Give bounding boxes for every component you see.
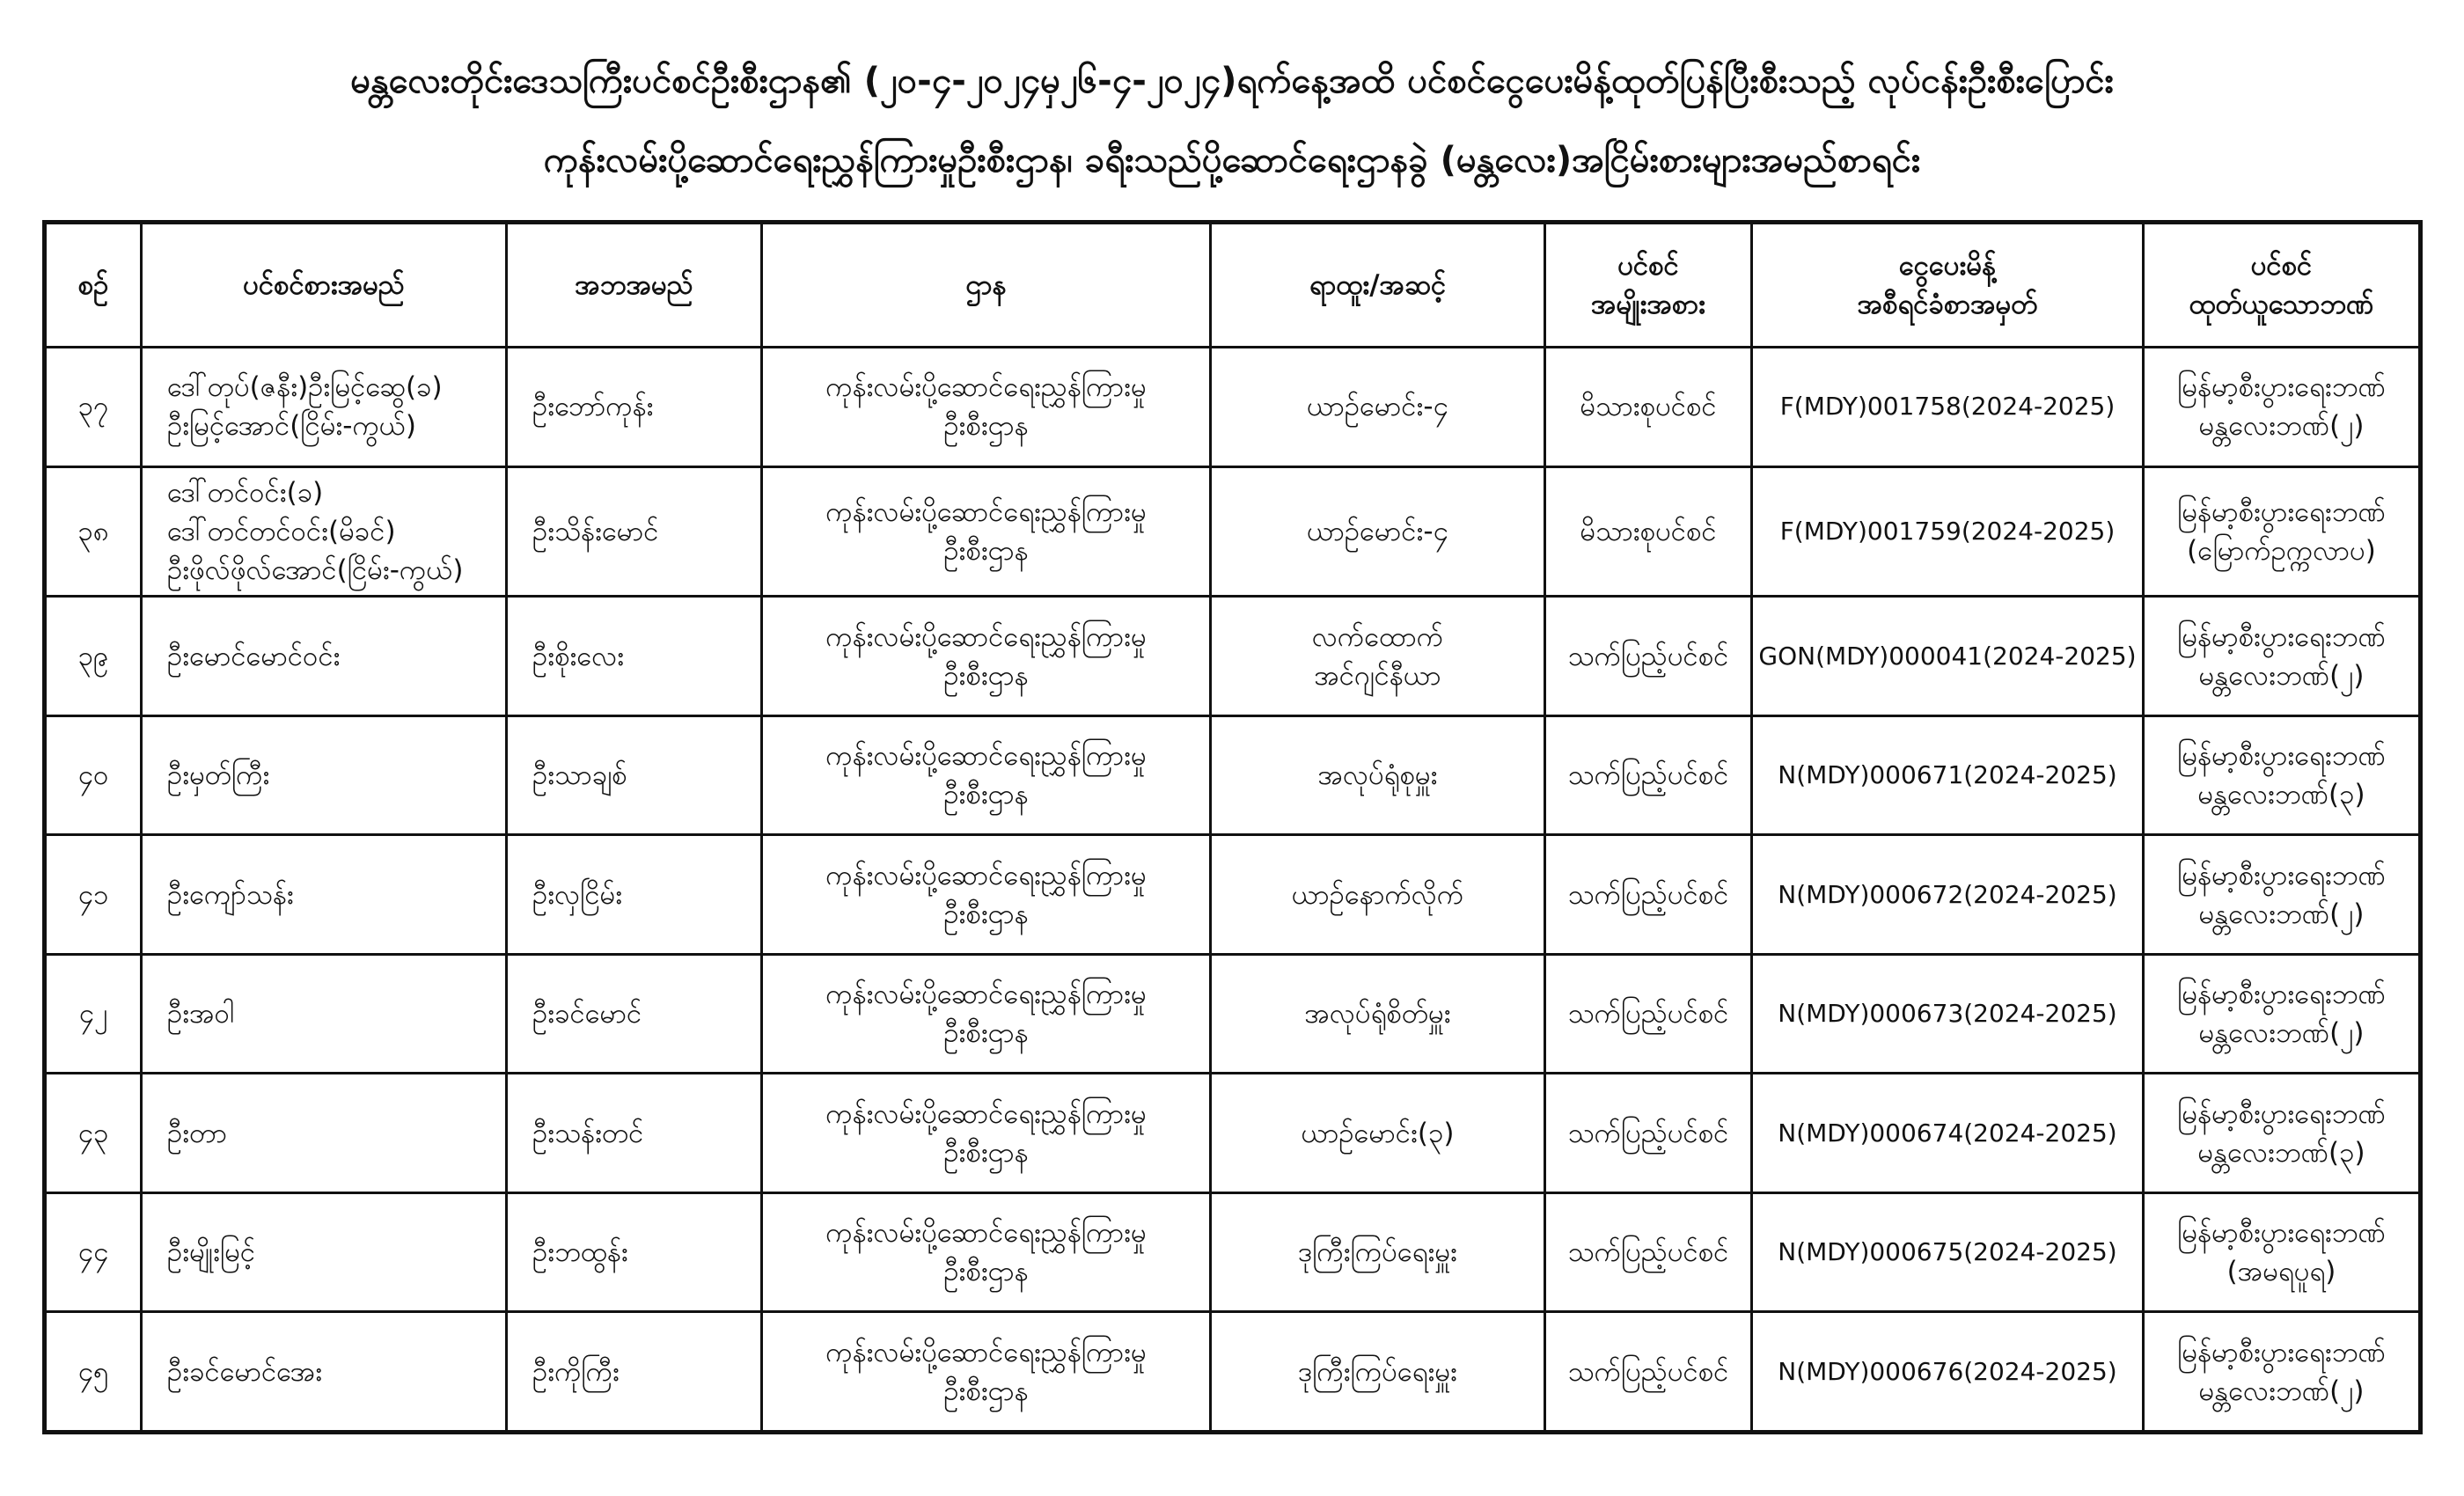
bank-line-1: မြန်မာ့စီးပွားရေးဘဏ် (2177, 1336, 2386, 1368)
bank-line-1: မြန်မာ့စီးပွားရေးဘဏ် (2177, 979, 2386, 1011)
pension-type: သက်ပြည့်ပင်စင် (1545, 715, 1752, 835)
col-header-no: စဉ် (45, 223, 142, 348)
father-name: ဦးခင်မောင် (507, 954, 762, 1074)
department-line-1: ကုန်းလမ်းပို့ဆောင်ရေးညွှန်ကြားမှု (825, 859, 1147, 891)
department-line-1: ကုန်းလမ်းပို့ဆောင်ရေးညွှန်ကြားမှု (825, 1097, 1147, 1130)
pension-type: မိသားစုပင်စင် (1545, 348, 1752, 467)
department-line-2: ဦးစီးဌာန (943, 1375, 1029, 1407)
pension-type: သက်ပြည့်ပင်စင် (1545, 597, 1752, 716)
table-header (45, 223, 2421, 348)
rank-line-1: ယာဉ်မောင်း-၄ (1306, 515, 1448, 547)
col-header-father: အဘအမည် (507, 223, 762, 348)
rank-line-1: ဒုကြီးကြပ်ရေးမှူး (1298, 1236, 1457, 1269)
pensioner-table (42, 220, 2423, 1434)
col-header-order-line-2: အစီရင်ခံစာအမှတ် (1857, 289, 2038, 320)
department (762, 348, 1211, 467)
department (762, 954, 1211, 1074)
payment-order-number: N(MDY)000675(2024-2025) (1752, 1192, 2144, 1312)
table-row (45, 954, 2421, 1074)
row-number: ၃၇ (45, 348, 142, 467)
department (762, 1192, 1211, 1312)
payment-order-number: N(MDY)000676(2024-2025) (1752, 1312, 2144, 1433)
table-row (45, 597, 2421, 716)
pension-type: သက်ပြည့်ပင်စင် (1545, 1074, 1752, 1193)
pensioner-name (142, 1074, 507, 1193)
rank (1211, 954, 1545, 1074)
pensioner-name (142, 835, 507, 955)
father-name: ဦးလှငြိမ်း (507, 835, 762, 955)
bank-line-1: မြန်မာ့စီးပွားရေးဘဏ် (2177, 1217, 2386, 1250)
department-line-2: ဦးစီးဌာန (943, 410, 1029, 443)
bank (2144, 954, 2421, 1074)
table-row (45, 1074, 2421, 1193)
pensioner-name-line: ဦးမြင့်အောင်(ငြိမ်း-ကွယ်) (167, 410, 416, 443)
pensioner-name-line: ဒေါ်တင်တင်ဝင်း(မိခင်) (167, 515, 396, 547)
department-line-2: ဦးစီးဌာန (943, 659, 1029, 692)
bank-line-2: မန္တလေးဘဏ်(၂) (2198, 1375, 2365, 1407)
bank-line-1: မြန်မာ့စီးပွားရေးဘဏ် (2177, 1097, 2386, 1130)
bank-line-2: (အမရပူရ) (2226, 1256, 2336, 1288)
father-name: ဦးသန်းတင် (507, 1074, 762, 1193)
department (762, 835, 1211, 955)
rank (1211, 835, 1545, 955)
col-header-department: ဌာန (762, 223, 1211, 348)
table-body (45, 348, 2421, 1433)
col-header-bank-line-2: ထုတ်ယူသောဘဏ် (2189, 289, 2374, 320)
bank (2144, 466, 2421, 597)
rank-line-1: ဒုကြီးကြပ်ရေးမှူး (1298, 1355, 1457, 1388)
pensioner-name-line: ဒေါ်တုပ်(ဇနီး)ဦးမြင့်ဆွေ(ခ) (167, 371, 443, 404)
pension-type: သက်ပြည့်ပင်စင် (1545, 835, 1752, 955)
table-row (45, 835, 2421, 955)
rank (1211, 597, 1545, 716)
bank-line-1: မြန်မာ့စီးပွားရေးဘဏ် (2177, 740, 2386, 773)
department-line-2: ဦးစီးဌာန (943, 1017, 1029, 1050)
pension-type: သက်ပြည့်ပင်စင် (1545, 1192, 1752, 1312)
table-row (45, 1192, 2421, 1312)
rank-line-1: အလုပ်ရုံစိတ်မှူး (1304, 998, 1451, 1030)
pensioner-name (142, 1192, 507, 1312)
department-line-2: ဦးစီးဌာန (943, 1136, 1029, 1169)
bank-line-1: မြန်မာ့စီးပွားရေးဘဏ် (2177, 620, 2386, 653)
pensioner-name-line: ဒေါ်တင်ဝင်း(ခ) (167, 476, 324, 509)
table-row (45, 348, 2421, 467)
bank-line-2: (မြောက်ဥက္ကလာပ) (2187, 534, 2376, 567)
pension-type: သက်ပြည့်ပင်စင် (1545, 1312, 1752, 1433)
rank (1211, 348, 1545, 467)
rank (1211, 1074, 1545, 1193)
row-number: ၄၀ (45, 715, 142, 835)
bank-line-2: မန္တလေးဘဏ်(၂) (2198, 898, 2365, 930)
col-header-bank (2144, 223, 2421, 348)
department (762, 715, 1211, 835)
rank (1211, 1312, 1545, 1433)
department-line-2: ဦးစီးဌာန (943, 1256, 1029, 1288)
col-header-bank-line-1: ပင်စင် (2250, 250, 2313, 282)
rank-line-1: အလုပ်ရုံစုမှူး (1317, 759, 1438, 792)
bank-line-2: မန္တလေးဘဏ်(၃) (2197, 779, 2365, 811)
col-header-type-line-1: ပင်စင် (1617, 250, 1679, 282)
bank-line-2: မန္တလေးဘဏ်(၂) (2198, 659, 2365, 692)
pensioner-name (142, 348, 507, 467)
father-name: ဦးဘော်ကုန်း (507, 348, 762, 467)
bank-line-1: မြန်မာ့စီးပွားရေးဘဏ် (2177, 371, 2386, 404)
department-line-2: ဦးစီးဌာန (943, 534, 1029, 567)
table-row (45, 466, 2421, 597)
bank-line-2: မန္တလေးဘဏ်(၂) (2198, 1017, 2365, 1050)
father-name: ဦးသိန်းမောင် (507, 466, 762, 597)
pensioner-name (142, 954, 507, 1074)
row-number: ၃၈ (45, 466, 142, 597)
pensioner-name-line: ဦးဖိုလ်ဖိုလ်အောင်(ငြိမ်း-ကွယ်) (167, 554, 464, 586)
pensioner-name-line: ဦးတာ (167, 1117, 227, 1149)
rank-line-2: အင်ဂျင်နီယာ (1314, 659, 1441, 692)
department-line-1: ကုန်းလမ်းပို့ဆောင်ရေးညွှန်ကြားမှု (825, 620, 1147, 653)
rank (1211, 466, 1545, 597)
bank-line-2: မန္တလေးဘဏ်(၃) (2197, 1136, 2365, 1169)
rank-line-1: ယာဉ်မောင်း(၃) (1301, 1117, 1455, 1149)
col-header-order (1752, 223, 2144, 348)
document-title-line-1: မန္တလေးတိုင်းဒေသကြီးပင်စင်ဦးစီးဌာန၏ (၂၀-၄-၂၀၂၄မှ၂၆-၄-၂၀၂၄)ရက်နေ့အထိ ပင်စင်ငွေပေးမိန့်ထုတ်ပြန်ပြီးစီးသည့် လုပ်ငန်းဦးစီးပြောင်း (350, 61, 2114, 101)
pensioner-name (142, 715, 507, 835)
department-line-2: ဦးစီးဌာန (943, 779, 1029, 811)
department-line-1: ကုန်းလမ်းပို့ဆောင်ရေးညွှန်ကြားမှု (825, 495, 1147, 528)
rank-line-1: ယာဉ်မောင်း-၄ (1306, 391, 1448, 423)
row-number: ၃၉ (45, 597, 142, 716)
col-header-rank: ရာထူး/အဆင့် (1211, 223, 1545, 348)
payment-order-number: N(MDY)000671(2024-2025) (1752, 715, 2144, 835)
row-number: ၄၁ (45, 835, 142, 955)
payment-order-number: N(MDY)000673(2024-2025) (1752, 954, 2144, 1074)
bank (2144, 597, 2421, 716)
rank (1211, 715, 1545, 835)
row-number: ၄၃ (45, 1074, 142, 1193)
bank (2144, 1312, 2421, 1433)
bank (2144, 835, 2421, 955)
bank (2144, 1192, 2421, 1312)
bank (2144, 1074, 2421, 1193)
department (762, 597, 1211, 716)
col-header-type-line-2: အမျိုးအစား (1591, 289, 1705, 320)
rank (1211, 1192, 1545, 1312)
payment-order-number: GON(MDY)000041(2024-2025) (1752, 597, 2144, 716)
department-line-1: ကုန်းလမ်းပို့ဆောင်ရေးညွှန်ကြားမှု (825, 979, 1147, 1011)
col-header-order-line-1: ငွေပေးမိန့် (1898, 250, 1997, 282)
department (762, 1312, 1211, 1433)
department (762, 1074, 1211, 1193)
payment-order-number: N(MDY)000672(2024-2025) (1752, 835, 2144, 955)
department-line-1: ကုန်းလမ်းပို့ဆောင်ရေးညွှန်ကြားမှု (825, 740, 1147, 773)
department-line-1: ကုန်းလမ်းပို့ဆောင်ရေးညွှန်ကြားမှု (825, 371, 1147, 404)
pensioner-name-line: ဦးမောင်မောင်ဝင်း (167, 640, 341, 672)
payment-order-number: F(MDY)001759(2024-2025) (1752, 466, 2144, 597)
pensioner-name (142, 597, 507, 716)
father-name: ဦးစိုးလေး (507, 597, 762, 716)
header-row (45, 223, 2421, 348)
pensioner-name (142, 466, 507, 597)
bank-line-2: မန္တလေးဘဏ်(၂) (2198, 410, 2365, 443)
table-row (45, 1312, 2421, 1433)
department (762, 466, 1211, 597)
table-row (45, 715, 2421, 835)
rank-line-1: ယာဉ်နောက်လိုက် (1291, 878, 1464, 911)
pensioner-name-line: ဦးမှတ်ကြီး (167, 759, 270, 792)
row-number: ၄၂ (45, 954, 142, 1074)
row-number: ၄၄ (45, 1192, 142, 1312)
bank (2144, 715, 2421, 835)
row-number: ၄၅ (45, 1312, 142, 1433)
department-line-2: ဦးစီးဌာန (943, 898, 1029, 930)
payment-order-number: N(MDY)000674(2024-2025) (1752, 1074, 2144, 1193)
pensioner-name-line: ဦးအဝါ (167, 998, 235, 1030)
payment-order-number: F(MDY)001758(2024-2025) (1752, 348, 2144, 467)
bank (2144, 348, 2421, 467)
col-header-name: ပင်စင်စားအမည် (142, 223, 507, 348)
pensioner-name-line: ဦးကျော်သန်း (167, 878, 294, 911)
pensioner-name (142, 1312, 507, 1433)
pension-type: မိသားစုပင်စင် (1545, 466, 1752, 597)
col-header-type (1545, 223, 1752, 348)
department-line-1: ကုန်းလမ်းပို့ဆောင်ရေးညွှန်ကြားမှု (825, 1336, 1147, 1368)
pension-type: သက်ပြည့်ပင်စင် (1545, 954, 1752, 1074)
bank-line-1: မြန်မာ့စီးပွားရေးဘဏ် (2177, 495, 2386, 528)
document-title-line-2: ကုန်းလမ်းပို့ဆောင်ရေးညွှန်ကြားမှုဦးစီးဌာန၊ ခရီးသည်ပို့ဆောင်ရေးဌာနခွဲ (မန္တလေး)အငြိမ်းစားများအမည်စာရင်း (543, 140, 1921, 180)
father-name: ဦးသာချစ် (507, 715, 762, 835)
pensioner-name-line: ဦးခင်မောင်အေး (167, 1355, 323, 1388)
department-line-1: ကုန်းလမ်းပို့ဆောင်ရေးညွှန်ကြားမှု (825, 1217, 1147, 1250)
pensioner-name-line: ဦးမျိုးမြင့် (167, 1236, 256, 1269)
bank-line-1: မြန်မာ့စီးပွားရေးဘဏ် (2177, 859, 2386, 891)
rank-line-1: လက်ထောက် (1311, 620, 1444, 653)
father-name: ဦးဘထွန်း (507, 1192, 762, 1312)
father-name: ဦးကိုကြီး (507, 1312, 762, 1433)
